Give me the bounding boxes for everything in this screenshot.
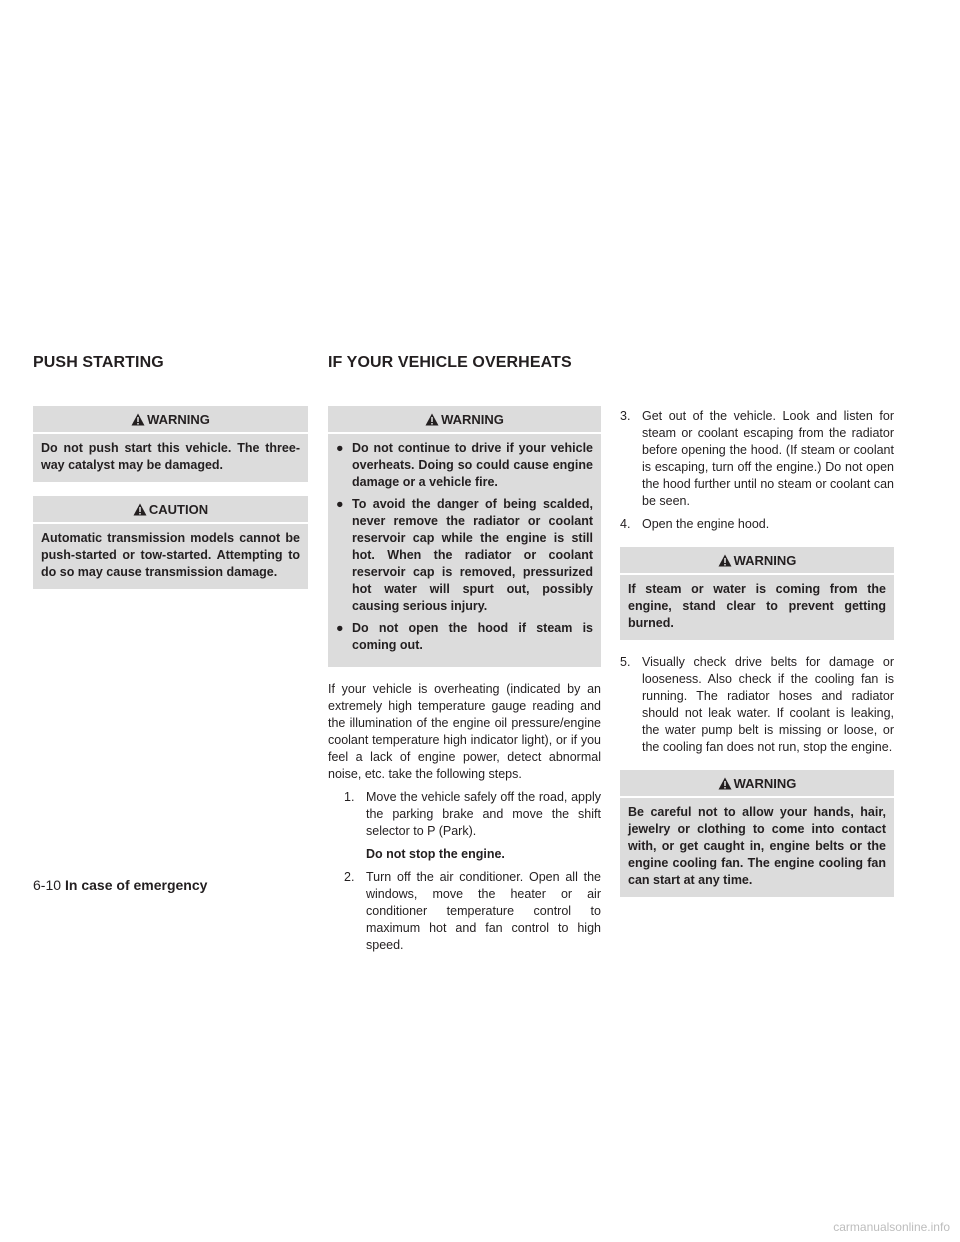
chapter-title: In case of emergency: [65, 877, 208, 893]
warning-bullet: ● To avoid the danger of being scalded, never remove the radiator or coolant reservoir cap while the engine is still hot. When the radiator or coolant reservoir cap is removed, pressurized hot water will spurt out, possibly causing serious injury.: [336, 497, 593, 613]
middle-column: [328, 406, 601, 960]
step-item: 2. Turn off the air conditioner. Open all the windows, move the heater or air conditioner temperature control to maximum hot and fan control to high speed.: [344, 870, 601, 952]
warning-text: If steam or water is coming from the engine, stand clear to prevent getting burned.: [628, 582, 886, 630]
warning-text: Be careful not to allow your hands, hair, jewelry or clothing to come into contact with, or get caught in, engine belts or the engine cooling fan. The engine cooling fan can start at any time.: [628, 805, 886, 887]
warning-label: WARNING: [733, 776, 797, 791]
warning-label: WARNING: [733, 553, 797, 568]
bullet-icon: ●: [336, 441, 344, 455]
warning-text: Do not push start this vehicle. The three-way catalyst may be damaged.: [41, 441, 300, 472]
warning-box-fan: [620, 770, 894, 897]
warning-icon: [718, 554, 732, 567]
bullet-icon: ●: [336, 621, 344, 635]
step-item: 3. Get out of the vehicle. Look and listen for steam or coolant escaping from the radiator before opening the hood. (If steam or coolant is escaping, turn off the engine.) Do not open the hood further until no steam or coolant can be seen.: [620, 409, 894, 508]
warning-bullet: ● Do not continue to drive if your vehicle overheats. Doing so could cause engine damage or a vehicle fire.: [336, 441, 593, 489]
warning-label: WARNING: [147, 412, 210, 427]
step-item: 4. Open the engine hood.: [620, 517, 770, 531]
section-title-push-starting: PUSH STARTING: [33, 354, 164, 371]
left-column: [33, 406, 308, 603]
warning-box-steam: [620, 547, 894, 640]
right-column: [620, 408, 894, 911]
page-footer: [33, 877, 207, 893]
warning-bullet: ● Do not open the hood if steam is coming out.: [336, 621, 593, 652]
overheat-intro: If your vehicle is overheating (indicated by an extremely high temperature gauge reading and the illumination of the engine oil pressure/engine coolant temperature high indicator light), or if you feel a lack of engine power, detect abnormal noise, etc. take the following steps.: [328, 682, 601, 781]
warning-box-push-start: [33, 406, 308, 482]
page-number: 6-10: [33, 877, 62, 893]
warning-icon: [131, 413, 145, 426]
step-item: 1. Move the vehicle safely off the road, apply the parking brake and move the shift selector to P (Park).: [344, 790, 601, 838]
watermark-link[interactable]: carmanualsonline.info: [833, 1220, 950, 1234]
section-title-overheats: IF YOUR VEHICLE OVERHEATS: [328, 354, 572, 371]
caution-label: CAUTION: [148, 502, 209, 517]
bullet-icon: ●: [336, 497, 344, 511]
warning-icon: [718, 777, 732, 790]
caution-text: Automatic transmission models cannot be push-started or tow-started. Attempting to do so may cause transmission damage.: [41, 531, 300, 579]
caution-icon: [133, 503, 147, 516]
warning-label: WARNING: [441, 412, 504, 427]
warning-icon: [425, 413, 439, 426]
step-item: 5. Visually check drive belts for damage or looseness. Also check if the cooling fan is running. The radiator hoses and radiator should not leak water. If coolant is leaking, the water pump belt is missing or loose, or the cooling fan does not run, stop the engine.: [620, 655, 894, 754]
caution-box-transmission: [33, 496, 308, 589]
step-note: Do not stop the engine.: [366, 847, 505, 861]
warning-box-overheat: [328, 406, 601, 667]
